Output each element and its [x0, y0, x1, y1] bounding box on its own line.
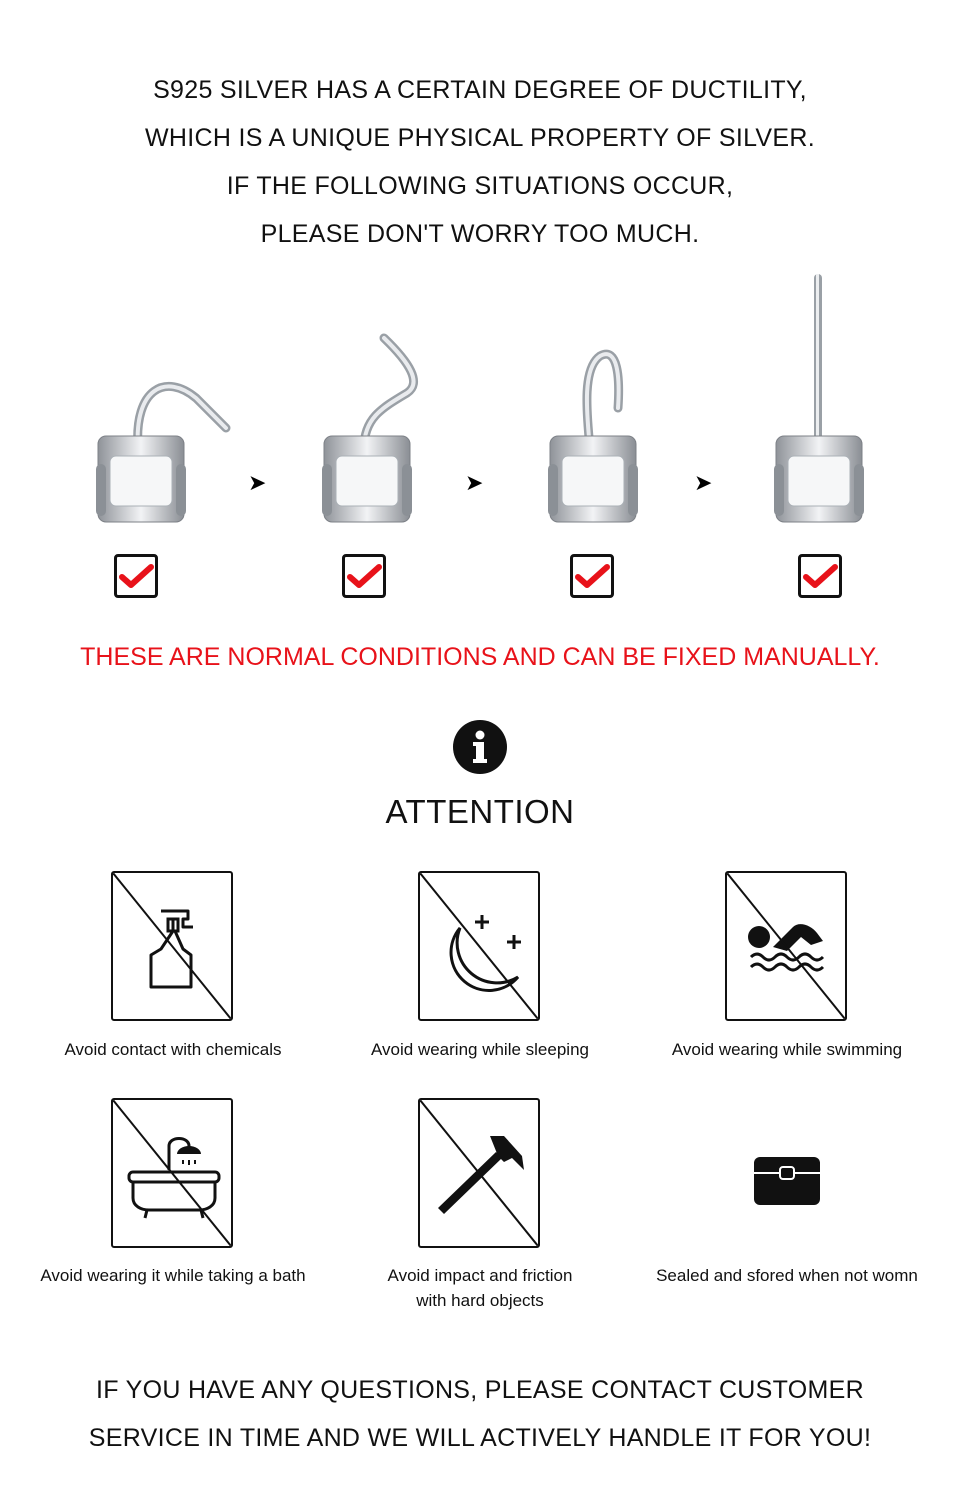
- spray-bottle-icon: [113, 873, 231, 1019]
- info-icon: [453, 720, 507, 774]
- attention-title: ATTENTION: [385, 793, 575, 830]
- contact-line: IF YOU HAVE ANY QUESTIONS, PLEASE CONTACT CUSTOMER: [96, 1376, 864, 1404]
- checkmark-icon: [798, 554, 842, 598]
- warning-card-impact: [418, 1098, 540, 1248]
- straight-pin-stud-image: [764, 268, 914, 538]
- warning-caption: Avoid wearing while sleeping: [371, 1040, 589, 1059]
- checkmark-icon: [114, 554, 158, 598]
- checkmark-icon: [342, 554, 386, 598]
- bathtub-icon: [113, 1100, 231, 1246]
- bent-pin-stud-image: [86, 268, 236, 538]
- warning-card-swimming: [725, 871, 847, 1021]
- swimmer-icon: [727, 873, 845, 1019]
- warning-card-bath: [111, 1098, 233, 1248]
- intro-line: IF THE FOLLOWING SITUATIONS OCCUR,: [226, 172, 734, 200]
- warning-card-chemicals: [111, 871, 233, 1021]
- contact-notice: [0, 1366, 960, 1462]
- pouch-icon: [752, 1155, 824, 1209]
- warning-caption: Sealed and sfored when not womn: [656, 1266, 918, 1285]
- normal-conditions-notice: THESE ARE NORMAL CONDITIONS AND CAN BE FIXED MANUALLY.: [80, 643, 880, 671]
- arrow-right-icon: ➤: [248, 470, 267, 495]
- contact-line: SERVICE IN TIME AND WE WILL ACTIVELY HANDLE IT FOR YOU!: [88, 1424, 872, 1452]
- zigzag-pin-stud-image: [312, 268, 462, 538]
- warning-caption: Avoid wearing while swimming: [671, 1040, 903, 1059]
- arrow-right-icon: ➤: [694, 470, 713, 495]
- hammer-icon: [420, 1100, 538, 1246]
- moon-stars-icon: [420, 873, 538, 1019]
- intro-text: [0, 66, 960, 258]
- warning-caption: [347, 1263, 613, 1313]
- hooked-pin-stud-image: [538, 268, 688, 538]
- intro-line: S925 SILVER HAS A CERTAIN DEGREE OF DUCTILITY,: [153, 76, 807, 104]
- warning-caption: Avoid wearing it while taking a bath: [40, 1266, 306, 1285]
- warning-caption-line: with hard objects: [416, 1291, 544, 1310]
- warning-caption-line: Avoid impact and friction: [387, 1266, 573, 1285]
- intro-line: PLEASE DON'T WORRY TOO MUCH.: [260, 220, 700, 248]
- warning-card-sleeping: [418, 871, 540, 1021]
- warning-caption: Avoid contact with chemicals: [64, 1040, 282, 1059]
- arrow-right-icon: ➤: [465, 470, 484, 495]
- checkmark-icon: [570, 554, 614, 598]
- intro-line: WHICH IS A UNIQUE PHYSICAL PROPERTY OF SILVER.: [145, 124, 815, 152]
